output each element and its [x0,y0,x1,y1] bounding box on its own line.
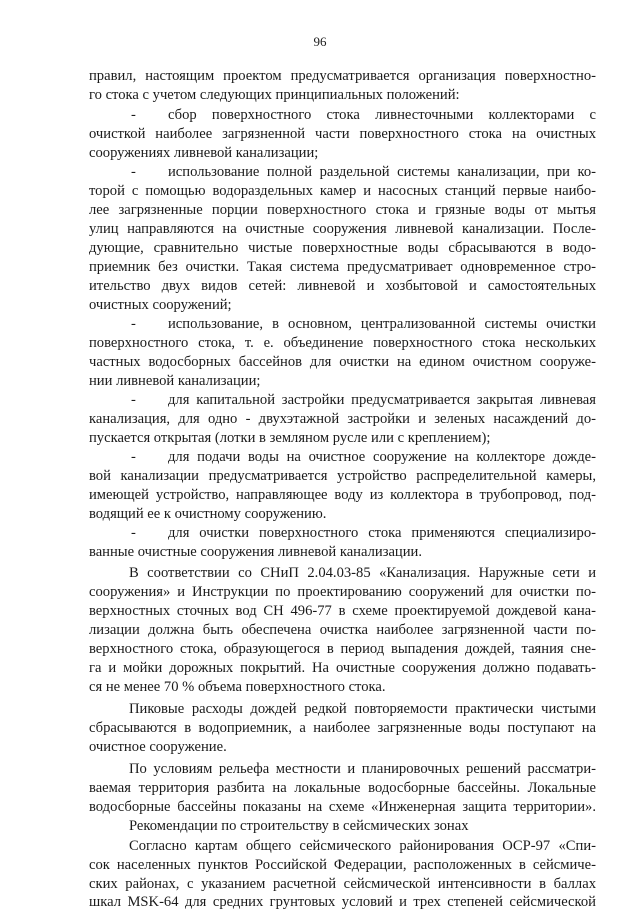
text-line: водящий ее к очистному сооружению. [89,506,327,522]
text-line: Пиковые расходы дождей редкой повторяемости практически чистыми [129,701,596,717]
text-line: ванные очистные сооружения ливневой канализации. [89,544,423,560]
text-line: сбор поверхностного стока ливнесточными коллекторами с [168,107,596,123]
section-heading: Рекомендации по строительству в сейсмических зонах [129,818,469,834]
text-line: нии ливневой канализации; [89,373,261,389]
text-line: водосборные бассейны показаны на схеме «Инженерная защита территории». [89,799,596,815]
text-line: канализация, для одно - двухэтажной застройки и зеленых насаждений до- [89,411,596,427]
text-line: правил, настоящим проектом предусматривается организация поверхностно- [89,68,596,84]
text-line: лизации должна быть обеспечена очистка наиболее загрязненной части по- [89,622,596,638]
text-line: Согласно картам общего сейсмического районирования ОСР-97 «Спи- [129,838,596,854]
text-line: По условиям рельефа местности и планировочных решений рассматри- [129,761,596,777]
text-line: ваемая территория разбита на локальные водосборные бассейны. Локальные [89,780,596,796]
text-line: лее загрязненные порции поверхностного стока и грязные воды от мытья [89,202,596,218]
list-dash: - [131,164,136,180]
text-line: имеющей устройство, направляющее воду из коллектора в трубопровод, под- [89,487,596,503]
text-line: поверхностного стока, т. е. объединение поверхностного стока нескольких [89,335,596,351]
text-line: очистных сооружений; [89,297,232,313]
text-line: верхностного стока, образующегося в период выпадения дождей, таяния сне- [89,641,596,657]
text-line: сооружения» и Инструкции по проектированию сооружений для очистки по- [89,584,596,600]
text-line: улиц направляются на очистные сооружения ливневой канализации. После- [89,221,596,237]
text-line: сок населенных пунктов Российской Федерации, расположенных в сейсмиче- [89,857,596,873]
list-dash: - [131,449,136,465]
text-line: приемник без очистки. Такая система предусматривает одновременное стро- [89,259,596,275]
text-line: сооружениях ливневой канализации; [89,145,319,161]
list-dash: - [131,392,136,408]
text-line: очисткой наиболее загрязненной части поверхностного стока на очистных [89,126,596,142]
text-line: го стока с учетом следующих принципиальных положений: [89,87,460,103]
text-line: ительство двух видов сетей: ливневой и хозбытовой и самостоятельных [89,278,596,294]
list-dash: - [131,107,136,123]
text-line: для подачи воды на очистное сооружение на коллекторе дожде- [168,449,596,465]
text-line: частных водосборных бассейнов для очистки на едином очистном сооруже- [89,354,596,370]
text-line: В соответствии со СНиП 2.04.03-85 «Канализация. Наружные сети и [129,565,596,581]
text-line: га и мойки дорожных покрытий. На очистные сооружения должно подавать- [89,660,596,676]
text-line: для капитальной застройки предусматривается закрытая ливневая [168,392,596,408]
list-dash: - [131,316,136,332]
text-line: для очистки поверхностного стока применяются специализиро- [168,525,596,541]
text-line: вой канализации предусматривается устройство распределительной камеры, [89,468,596,484]
page-number: 96 [313,34,327,49]
text-line: ся не менее 70 % объема поверхностного стока. [89,679,386,695]
text-line: сбрасываются в водоприемник, а наиболее загрязненные воды поступают на [89,720,596,736]
text-line: использование полной раздельной системы канализации, при ко- [168,164,596,180]
text-line: шкал MSK-64 для средних грунтовых условий и трех степеней сейсмической [89,894,596,910]
text-line: пускается открытая (лотки в земляном русле или с креплением); [89,430,491,446]
text-line: использование, в основном, централизованной системы очистки [168,316,596,332]
text-line: верхностных сточных вод СН 496-77 в схеме проектируемой дождевой кана- [89,603,596,619]
list-dash: - [131,525,136,541]
text-line: дующие, сравнительно чистые поверхностные воды сбрасываются в водо- [89,240,596,256]
text-line: торой с помощью водораздельных камер и насосных станций первые наибо- [89,183,596,199]
text-line: очистное сооружение. [89,739,227,755]
text-line: ских районах, с указанием расчетной сейсмической интенсивности в баллах [89,876,596,892]
